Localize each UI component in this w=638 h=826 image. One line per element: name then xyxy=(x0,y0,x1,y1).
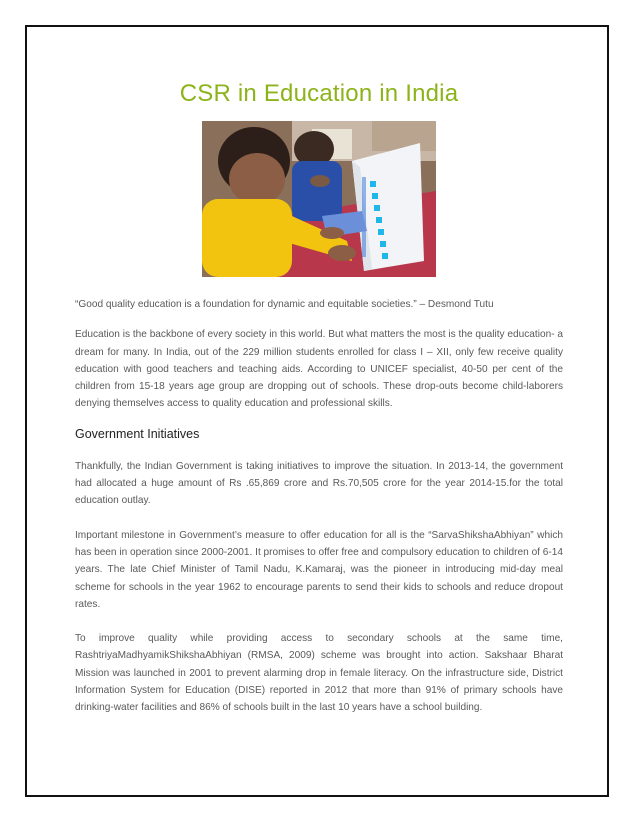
photo-container xyxy=(75,121,563,277)
paragraph-intro: Education is the backbone of every society in this world. But what matters the most is the quality education- a dream for many. In India, out of the 229 million students enrolled for class I – XII, only few receive quality education with good teachers and teaching aids. According to UNICEF specialist, 40-50 per cent of the children from 15-18 years age group are dropping out of schools. These drop-outs become child-laborers denying themselves access to quality education and professional skills. xyxy=(75,329,563,410)
paragraph-rmsa: To improve quality while providing access to secondary schools at the same time, RashtriyaMadhyamikShikshaAbhiyan (RMSA, 2009) scheme was brought into action. Sakshaar Bharat Mission was launched in 2001 to prevent alarming drop in female literacy. On the infrastructure side, District Information System for Education (DISE) reported in 2012 that more than 91% of primary schools have drinking-water facilities and 86% of schools built in the last 10 years have a school building. xyxy=(75,633,563,714)
section-heading: Government Initiatives xyxy=(75,426,200,441)
quote-text: “Good quality education is a foundation for dynamic and equitable societies.” – Desmond Tutu xyxy=(75,299,494,310)
document-body xyxy=(75,80,563,717)
paragraph-sarva-shiksha: Important milestone in Government’s measure to offer education for all is the “SarvaShikshaAbhiyan” which has been in operation since 2000-2001. It promises to offer free and compulsory education to children of 6-14 years. The late Chief Minister of Tamil Nadu, K.Kamaraj, was the pioneer in introducing mid-day meal scheme for schools in the year 1962 to encourage parents to send their kids to schools and reduce dropout rates. xyxy=(75,529,563,610)
children-with-learning-device-photo xyxy=(202,121,436,277)
paragraph-government-funding: Thankfully, the Indian Government is taking initiatives to improve the situation. In 2013-14, the government had allocated a huge amount of Rs .65,869 crore and Rs.70,505 crore for the year 2014-15.for the total education outlay. xyxy=(75,460,563,507)
document-title: CSR in Education in India xyxy=(179,80,459,107)
